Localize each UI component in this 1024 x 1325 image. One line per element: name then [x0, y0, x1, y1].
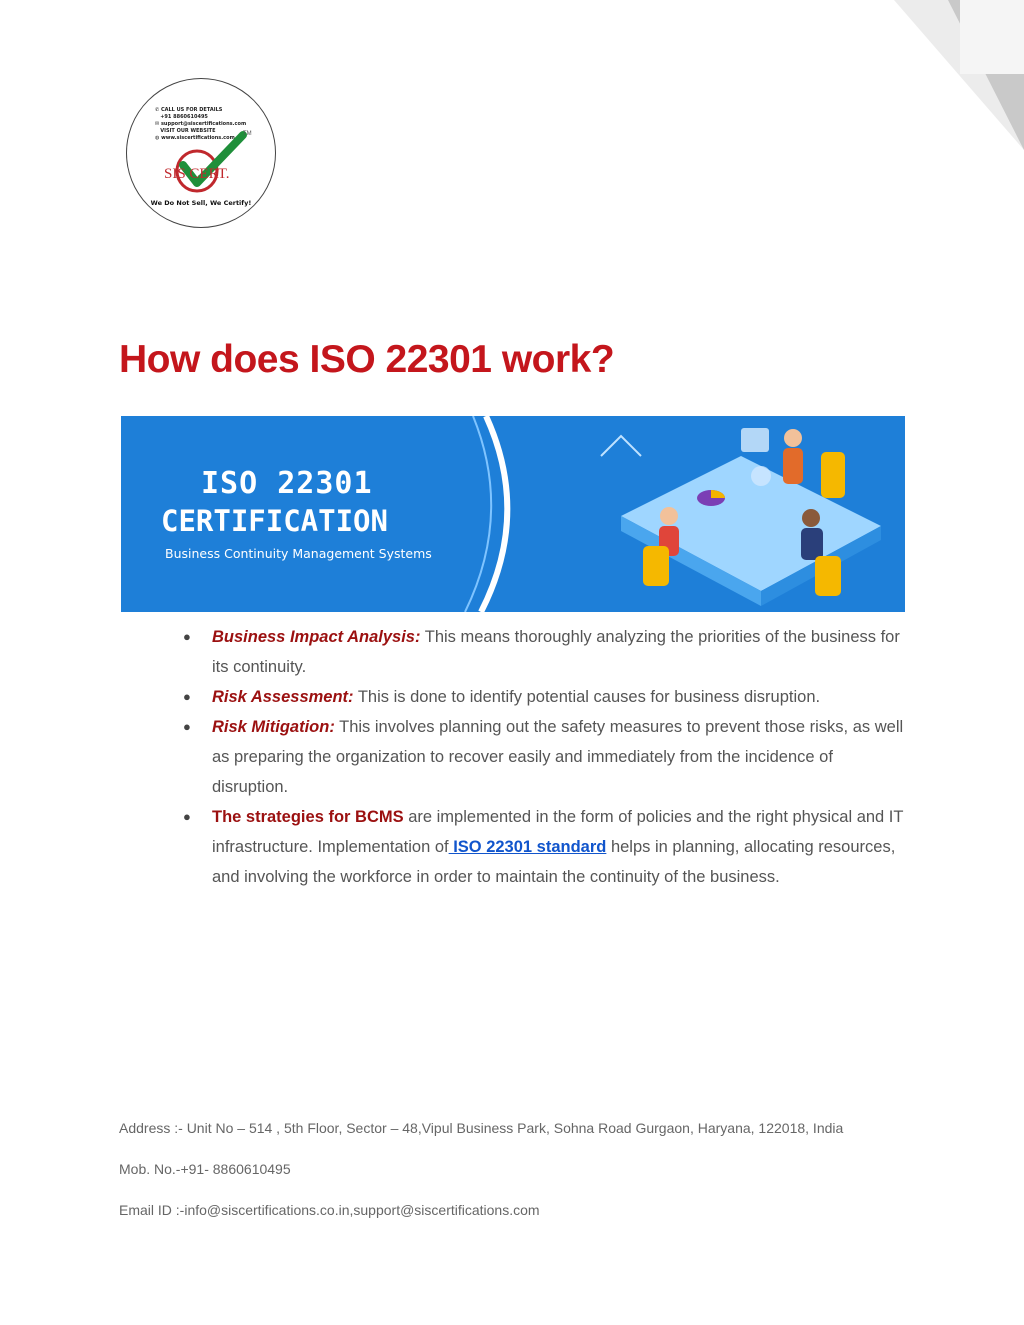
globe-icon: ◍	[155, 135, 160, 141]
logo-contact-lines: ✆ CALL US FOR DETAILS +91 8860610495 ✉ support@siscertifications.com VISIT OUR WEBSITE ◍ www.siscertifications.com	[155, 107, 247, 141]
banner-line-3: Business Continuity Management Systems	[165, 546, 432, 561]
bullet-icon: ●	[183, 719, 191, 734]
logo-tagline: We Do Not Sell, We Certify!	[150, 199, 252, 207]
trademark-symbol: TM	[243, 131, 252, 137]
list-item	[180, 682, 910, 712]
page-corner-decoration	[864, 0, 1024, 160]
mail-icon: ✉	[155, 121, 160, 127]
bullet-icon: ●	[183, 629, 191, 644]
check-icon	[171, 131, 247, 193]
certification-banner	[121, 416, 905, 612]
iso-22301-standard-link[interactable]: ISO 22301 standard	[448, 838, 607, 856]
list-item-text: This is done to identify potential causes for business disruption.	[353, 688, 821, 706]
list-item	[180, 802, 910, 892]
list-item-text: This involves planning out the safety measures to prevent those risks, as well as preparing the organization to recover easily and immediately from the incidence of disruption.	[212, 718, 904, 796]
list-item-lead: Risk Mitigation:	[212, 718, 335, 736]
logo-brand-text: SIS CERT.	[164, 166, 230, 182]
banner-line-2: CERTIFICATION	[161, 504, 388, 538]
list-item	[180, 622, 910, 682]
list-item-text: helps in planning, allocating resources, and involving the workforce in order to maintain the continuity of the business.	[212, 838, 896, 886]
bullet-icon: ●	[183, 689, 191, 704]
list-item-text: This means thoroughly analyzing the priorities of the business for its continuity.	[212, 628, 900, 676]
footer-email: Email ID :-info@siscertifications.co.in,support@siscertifications.com	[119, 1202, 540, 1218]
list-item-lead: The strategies for BCMS	[212, 808, 404, 826]
footer-address: Address :- Unit No – 514 , 5th Floor, Sector – 48,Vipul Business Park, Sohna Road Gurgaon, Haryana, 122018, India	[119, 1120, 844, 1136]
banner-line-1: ISO 22301	[201, 466, 373, 501]
bullet-list	[180, 622, 910, 892]
list-item	[180, 712, 910, 802]
company-logo	[126, 78, 276, 228]
list-item-lead: Business Impact Analysis:	[212, 628, 421, 646]
page-title: How does ISO 22301 work?	[119, 338, 615, 381]
footer-mobile: Mob. No.-+91- 8860610495	[119, 1161, 291, 1177]
list-item-lead: Risk Assessment:	[212, 688, 354, 706]
list-item-text: are implemented in the form of policies and the right physical and IT infrastructure. Implementation of	[212, 808, 904, 856]
phone-icon: ✆	[155, 107, 160, 113]
bullet-icon: ●	[183, 809, 191, 824]
